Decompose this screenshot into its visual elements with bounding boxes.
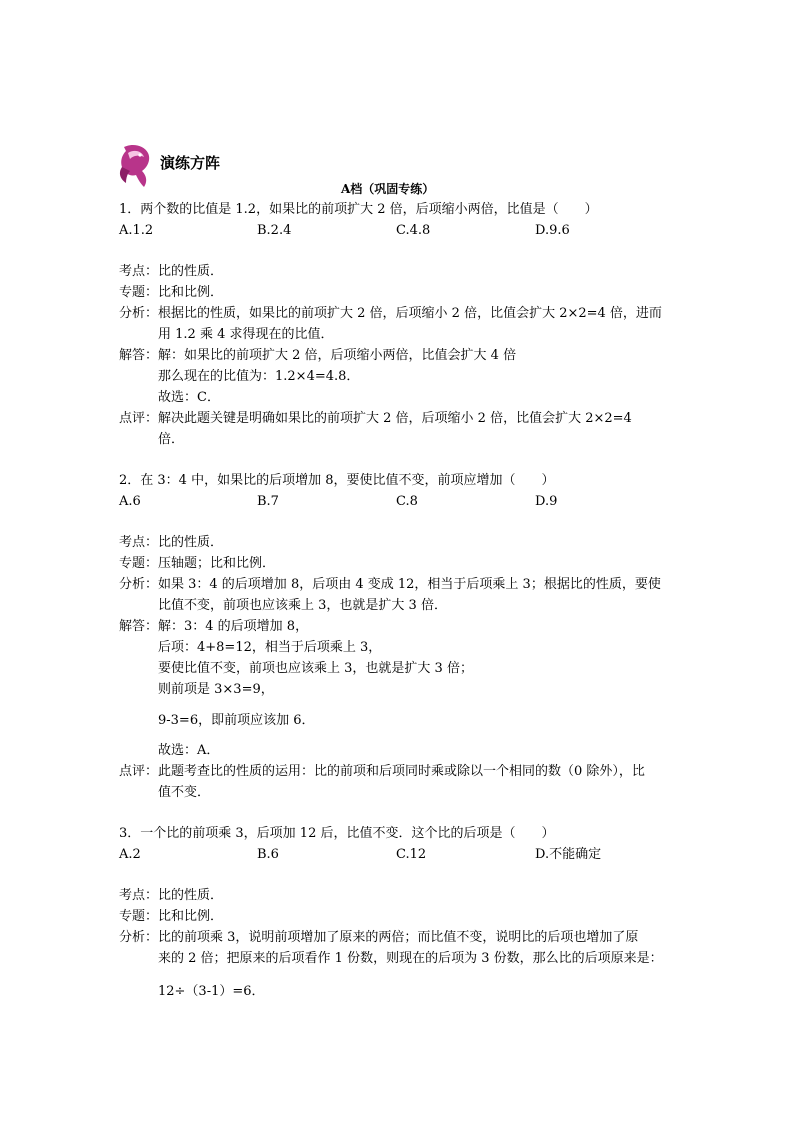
q2-zhuanti: 专题：压轴题；比和比例．: [119, 556, 276, 571]
q1-option-a: A.1.2: [119, 223, 154, 238]
q3-zhuanti: 专题：比和比例．: [119, 909, 224, 924]
q2-option-a: A.6: [119, 494, 141, 509]
level-title: A档（巩固专练）: [341, 182, 435, 196]
question-1-text: 1．两个数的比值是 1.2，如果比的前项扩大 2 倍，后项缩小两倍，比值是（ ）: [119, 202, 598, 217]
q1-option-b: B.2.4: [257, 223, 292, 238]
q3-fenxi-line3: 12÷（3-1）=6．: [158, 984, 265, 999]
q3-option-b: B.6: [257, 847, 279, 862]
q2-jieda-line3: 要使比值不变，前项也应该乘上 3，也就是扩大 3 倍；: [158, 661, 473, 676]
question-2-text: 2．在 3：4 中，如果比的后项增加 8，要使比值不变，前项应增加（ ）: [119, 473, 555, 488]
q2-fenxi-line2: 比值不变，前项也应该乘上 3，也就是扩大 3 倍．: [158, 598, 447, 613]
q1-option-d: D.9.6: [535, 223, 570, 238]
q2-jieda-line4: 则前项是 3×3=9，: [158, 682, 274, 697]
q2-option-d: D.9: [535, 494, 558, 509]
q2-jieda-line5: 9-3=6，即前项应该加 6．: [158, 713, 315, 728]
q1-jieda-line3: 故选：C．: [158, 390, 220, 405]
q1-zhuanti: 专题：比和比例．: [119, 285, 224, 300]
q1-jieda-line1: 解答：解：如果比的前项扩大 2 倍，后项缩小两倍，比值会扩大 4 倍: [119, 348, 517, 363]
q2-jieda-line1: 解答：解：3：4 的后项增加 8，: [119, 619, 309, 634]
q3-fenxi-line1: 分析：比的前项乘 3，说明前项增加了原来的两倍；而比值不变，说明比的后项也增加了原: [119, 930, 639, 945]
q1-jieda-line2: 那么现在的比值为：1.2×4=4.8．: [158, 369, 360, 384]
q1-fenxi-line1: 分析：根据比的性质，如果比的前项扩大 2 倍，后项缩小 2 倍，比值会扩大 2×2=4 倍，进而: [119, 306, 662, 321]
q3-fenxi-line2: 来的 2 倍；把原来的后项看作 1 份数，则现在的后项为 3 份数，那么比的后项原来是：: [158, 951, 663, 966]
q1-kaodian: 考点：比的性质．: [119, 264, 224, 279]
q2-dianping-line2: 值不变．: [158, 785, 211, 800]
q1-dianping-line1: 点评：解决此题关键是明确如果比的前项扩大 2 倍，后项缩小 2 倍，比值会扩大 2×2=4: [119, 411, 632, 426]
dolphin-logo-icon: [118, 143, 152, 189]
section-title: 演练方阵: [160, 154, 221, 172]
q2-option-b: B.7: [257, 494, 279, 509]
q2-fenxi-line1: 分析：如果 3：4 的后项增加 8，后项由 4 变成 12，相当于后项乘上 3；根据比的性质，要使: [119, 577, 661, 592]
q3-option-a: A.2: [119, 847, 141, 862]
q2-dianping-line1: 点评：此题考查比的性质的运用：比的前项和后项同时乘或除以一个相同的数（0 除外），比: [119, 764, 645, 779]
q2-kaodian: 考点：比的性质．: [119, 535, 224, 550]
q2-jieda-line2: 后项：4+8=12，相当于后项乘上 3，: [158, 640, 382, 655]
q3-option-c: C.12: [396, 847, 427, 862]
q2-option-c: C.8: [396, 494, 418, 509]
q1-dianping-line2: 倍．: [158, 432, 185, 447]
q1-fenxi-line2: 用 1.2 乘 4 求得现在的比值．: [158, 327, 334, 342]
q1-option-c: C.4.8: [396, 223, 431, 238]
q3-option-d: D.不能确定: [535, 847, 602, 862]
q2-jieda-line6: 故选：A．: [158, 743, 220, 758]
question-3-text: 3．一个比的前项乘 3，后项加 12 后，比值不变．这个比的后项是（ ）: [119, 826, 555, 841]
q3-kaodian: 考点：比的性质．: [119, 888, 224, 903]
